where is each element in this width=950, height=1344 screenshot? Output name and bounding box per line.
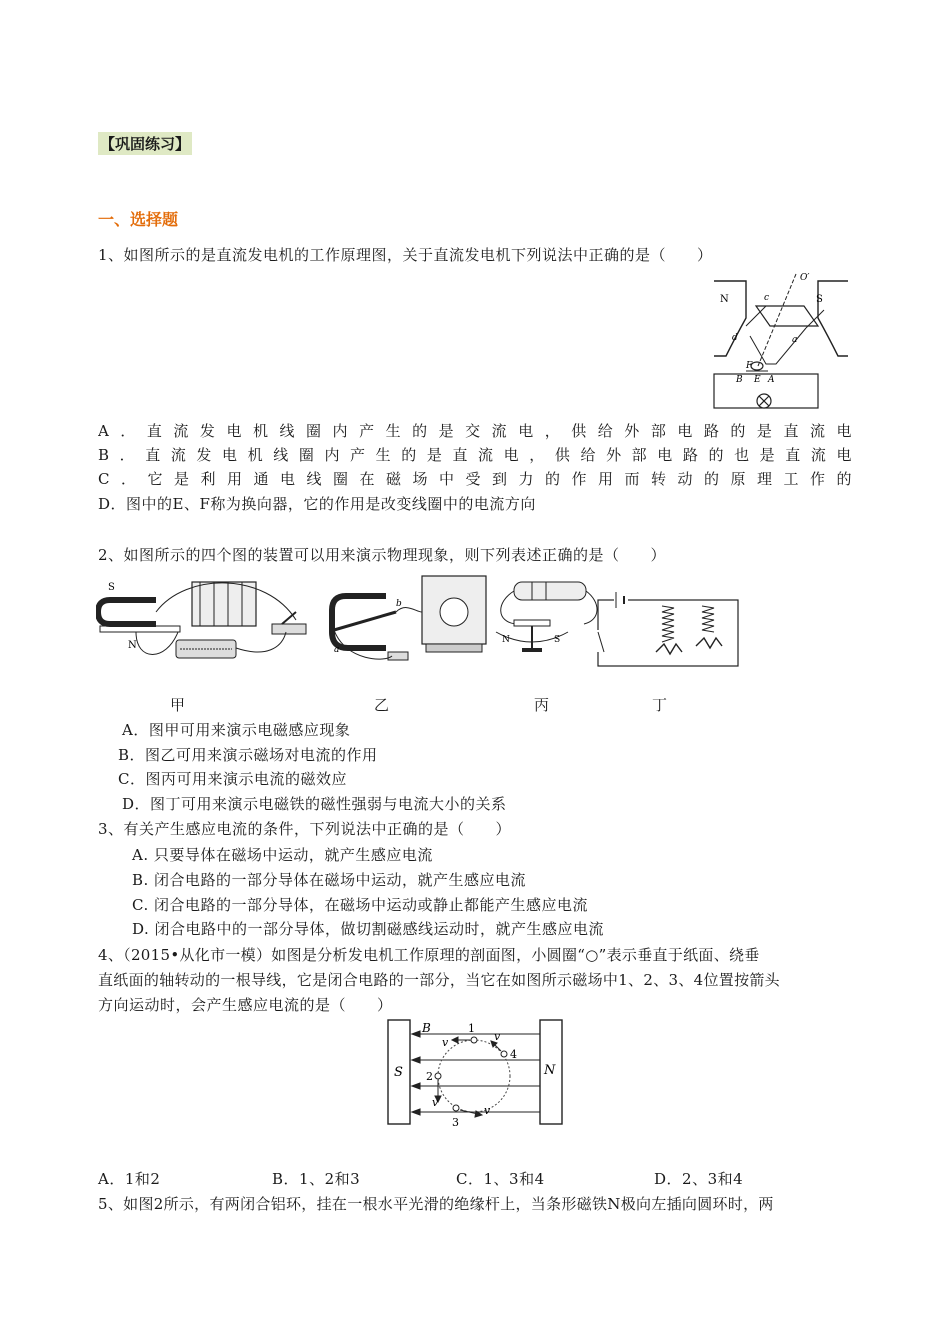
q2-fig-jia xyxy=(98,582,306,658)
q2-fig-label-a: a xyxy=(334,645,340,655)
q4-field-figure xyxy=(386,1014,572,1130)
q1-fig-label-a: a xyxy=(792,335,798,345)
q3-option-c: C. 闭合电路的一部分导体，在磁场中运动或静止都能产生感应电流 xyxy=(132,896,588,914)
q5-stem: 5、如图2所示，有两闭合铝环，挂在一根水平光滑的绝缘杆上，当条形磁铁N极向左插向圆环时，两 xyxy=(98,1195,774,1213)
q4-fig-label-3: 3 xyxy=(452,1116,459,1129)
q4-option-d: D．2、3和4 xyxy=(654,1170,744,1188)
q2-option-d: D．图丁可用来演示电磁铁的磁性强弱与电流大小的关系 xyxy=(122,795,507,813)
q1-fig-label-e: E xyxy=(754,375,761,385)
q4-option-b: B．1、2和3 xyxy=(272,1170,361,1188)
q3-option-d: D. 闭合电路中的一部分导体，做切割磁感线运动时，就产生感应电流 xyxy=(132,920,605,938)
q1-option-d: D．图中的E、F称为换向器，它的作用是改变线圈中的电流方向 xyxy=(98,495,536,513)
q3-option-b: B. 闭合电路的一部分导体在磁场中运动，就产生感应电流 xyxy=(132,871,527,889)
q2-fig-ding xyxy=(594,592,738,666)
q2-fig-yi xyxy=(332,576,486,660)
q2-fig-label-b: b xyxy=(396,599,402,609)
q4-option-c: C．1、3和4 xyxy=(456,1170,545,1188)
q2-fig-label-s2: S xyxy=(554,635,561,645)
q2-option-a: A．图甲可用来演示电磁感应现象 xyxy=(122,721,351,739)
q4-fig-label-2: 2 xyxy=(426,1070,433,1083)
q4-fig-label-v3: v xyxy=(432,1096,439,1109)
q3-option-a: A. 只要导体在磁场中运动，就产生感应电流 xyxy=(132,846,433,864)
q4-fig-label-1: 1 xyxy=(468,1022,475,1035)
q4-fig-label-v2: v xyxy=(494,1030,501,1043)
q4-fig-label-v1: v xyxy=(442,1036,449,1049)
section-tag: 【巩固练习】 xyxy=(98,132,192,155)
q4-stem-line-2: 直纸面的轴转动的一根导线，它是闭合电路的一部分，当它在如图所示磁场中1、2、3、4位置按箭头 xyxy=(98,971,780,989)
q2-stem: 2、如图所示的四个图的装置可以用来演示物理现象，则下列表述正确的是（ ） xyxy=(98,546,667,564)
q1-fig-label-b: B xyxy=(736,375,743,385)
q4-stem-line-1: 4、（2015•从化市一模）如图是分析发电机工作原理的剖面图，小圆圈“○”表示垂直于纸面、绕垂 xyxy=(98,946,760,964)
q2-label-bing: 丙 xyxy=(534,696,550,714)
q1-option-c: C．它是利用通电线圈在磁场中受到力的作用而转动的原理工作的 xyxy=(98,470,852,488)
q1-option-a: A．直流发电机线圈内产生的是交流电，供给外部电路的是直流电 xyxy=(98,422,852,440)
q2-fig-label-s: S xyxy=(108,582,115,593)
q2-fig-label-n2: N xyxy=(502,635,510,645)
q1-fig-label-a2: A xyxy=(768,375,775,385)
q1-option-b: B．直流发电机线圈内产生的是直流电，供给外部电路的也是直流电 xyxy=(98,446,852,464)
q4-fig-label-b: B xyxy=(422,1021,431,1035)
q1-fig-label-o: O′ xyxy=(800,273,810,283)
q2-fig-bing xyxy=(496,582,597,652)
q1-fig-label-c: c xyxy=(764,293,770,303)
q4-fig-label-v4: v xyxy=(484,1104,491,1117)
q2-label-ding: 丁 xyxy=(652,696,668,714)
q3-stem: 3、有关产生感应电流的条件，下列说法中正确的是（ ） xyxy=(98,820,512,838)
q4-fig-label-4: 4 xyxy=(510,1048,517,1061)
q1-fig-label-d: d xyxy=(732,333,738,343)
q2-fig-label-n: N xyxy=(128,640,137,651)
q2-apparatus-figure xyxy=(96,572,746,672)
q2-option-c: C．图丙可用来演示电流的磁效应 xyxy=(118,770,347,788)
q1-stem: 1、如图所示的是直流发电机的工作原理图，关于直流发电机下列说法中正确的是（ ） xyxy=(98,246,713,264)
q1-fig-label-s: S xyxy=(816,294,823,305)
q1-generator-figure xyxy=(706,266,856,416)
q4-fig-label-s: S xyxy=(394,1065,403,1080)
q4-fig-label-n: N xyxy=(544,1063,556,1078)
q4-option-a: A．1和2 xyxy=(98,1170,161,1188)
q1-fig-label-f: F xyxy=(746,361,753,371)
q4-stem-line-3: 方向运动时，会产生感应电流的是（ ） xyxy=(98,996,393,1014)
q2-label-jia: 甲 xyxy=(170,696,186,714)
q2-label-yi: 乙 xyxy=(374,696,390,714)
q1-fig-label-n: N xyxy=(720,294,729,305)
section-title: 一、选择题 xyxy=(98,210,179,229)
q2-option-b: B．图乙可用来演示磁场对电流的作用 xyxy=(118,746,378,764)
